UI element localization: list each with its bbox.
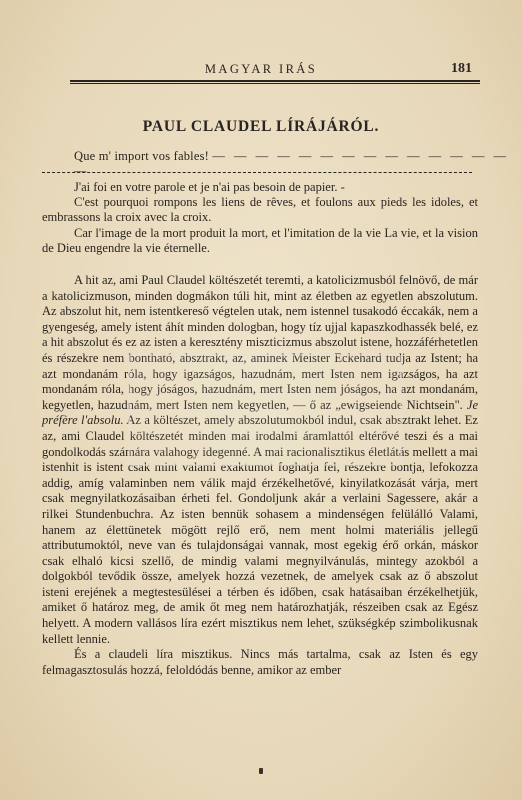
french-quote: Je préfère l'absolu. [42,397,478,428]
epigraph-motto [74,149,522,179]
epigraph-poem [42,180,478,256]
motto-dashes: — — — — — — — — — — — — — — — [74,149,509,178]
motto-text: Que m' import vos fables! [74,149,210,163]
article-title: PAUL CLAUDEL LÍRÁJÁRÓL. [142,118,380,135]
paragraph-text: Az a költészet, amely abszolutumokból indul, csak absztrakt lehet. Ez az, ami Claudel költészetét minden mai irodalmi áramlattól eltérővé teszi és a mai gondolkodás számára valahogy idegenné. A mai racionalisztikus életlátás mellett a mai istenhit is istent csak mint valami exaktumot foghatja fel, részekre bontja, lefokozza addig, amíg valaminben nem válik majd érzékelhetővé, kinyilatkozását várja, mert csak megnyilatkozásaiban érheti fel. Gondoljunk akár a verlaini Sagessere, akár a rilkei Stundenbuchra. Az isten bennük sohasem a mindenségen felülálló Valami, hanem az élettünetek mögött rejlő erő, nem ment holmi materiális jellegű attributumoktól, neve van és tulajdonságai vannak, most egekig érő orkán, máskor csak elhaló kicsi szellő, de mindig valami megnyilvánulás, mintegy azokból a dolgokból tevődik össze, amelyek hozzá vezetnek, de amelyek csak az ő abszolut isteni erejének a megtestesülései a térben és időben, csak hatásaiban érzékelhetjük, amiket ő határoz meg, de amik őt meg nem határozhatják, részeiben csak az Egész helyett. A modern vallásos líra ezért misztikus nem lehet, szükségkép szimbolikusnak kellett lennie. [42,413,478,646]
dashed-separator [42,172,472,173]
printer-mark [259,768,263,774]
running-title: MAGYAR IRÁS [204,62,318,76]
header-rule-thick [70,80,480,82]
poem-line: C'est pourquoi rompons les liens de rêves, et foulons aux pieds les idoles, et embrassons la croix avec la croix. [42,195,478,225]
faded-library-stamp [128,354,402,466]
article-body [42,273,478,678]
header-rule-thin [70,83,480,84]
page-number: 181 [451,61,472,76]
poem-line: Car l'image de la mort produit la mort, et l'imitation de la vie La vie, et la vision de Dieu engendre la vie éternelle. [42,225,478,255]
body-paragraph: És a claudeli líra misztikus. Nincs más tartalma, csak az Isten és egy felmagasztosulás hozzá, feloldódás benne, amikor az ember [42,647,478,677]
poem-line: J'ai foi en votre parole et je n'ai pas besoin de papier. - [74,180,345,194]
paragraph-text: A hit az, ami Paul Claudel költészetét teremti, a katolicizmusból felnövő, de már a katolicizmuson, minden dogmákon túli hit, mint az életben az egyetlen abszolutum. Az abszolut hit, nem istentkereső végtelen utak, nem istennel tusakodó éccakák, nem a gyengeség, amely istent áhít minden dologban, hogy tíz ujjal kapaszkodhassék belé, ez a hit abszolut és ez az isten a keresztény miszticizmus abszolut istene, hozzáférhetetlen és részekre nem bontható, absztrakt, az, aminek Meister Eckehard tudja az Istent; ha azt mondanám róla, hogy igazságos, hazudnám, mert Isten nem igazságos, ha azt mondanám róla, hogy jóságos, hazudnám, mert Isten nem jóságos, ha azt mondanám, kegyetlen, hazudnám, mert Isten nem kegyetlen, — ő az „ewigseiende Nichtsein". [42,273,478,412]
running-header [42,62,480,82]
